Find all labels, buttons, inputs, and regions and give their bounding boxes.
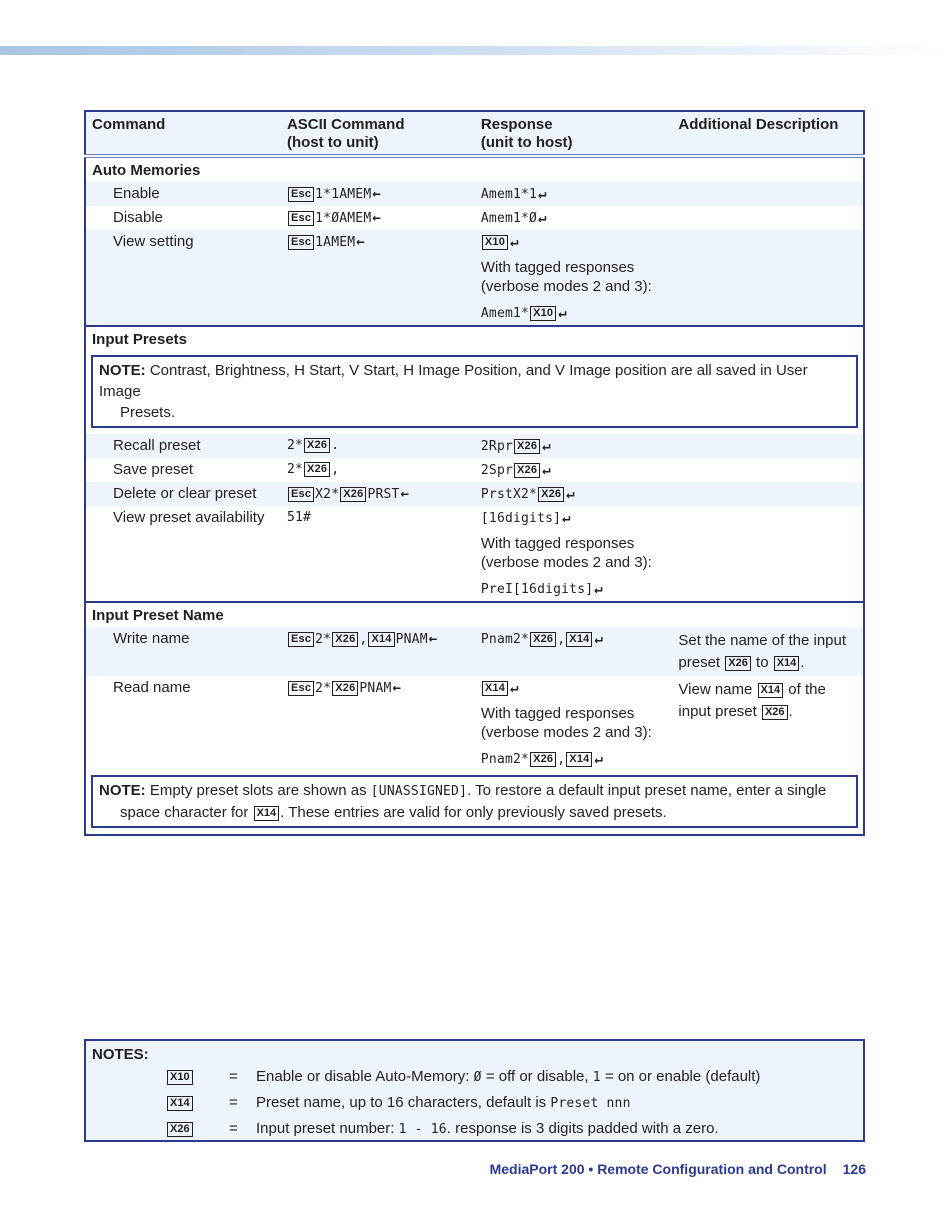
table-row: Save preset 2* X26 , 2Spr X26 ↵ <box>113 461 551 478</box>
footer-title: MediaPort 200 • Remote Configuration and Control <box>489 1161 827 1177</box>
left-arrow-icon: ← <box>372 186 381 202</box>
left-arrow-icon: ← <box>356 234 365 250</box>
section-input-presets: Input Presets <box>85 326 864 351</box>
header-response: Response (unit to host) <box>475 111 673 156</box>
return-icon: ↵ <box>542 438 551 454</box>
return-icon: ↵ <box>562 510 571 526</box>
table-row: Disable Esc 1*ØAMEM← Amem1*Ø↵ <box>113 209 547 226</box>
table-row: View preset availability 51# [16digits]↵ With tagged responses (verbose modes 2 and 3): PreI[16digits]↵ <box>113 509 652 597</box>
page-number: 126 <box>842 1161 866 1177</box>
top-gradient-bar <box>0 46 950 55</box>
list-item: X14 = Preset name, up to 16 characters, default is Preset nnn <box>86 1094 863 1114</box>
return-icon: ↵ <box>542 462 551 478</box>
list-item: X26 = Input preset number: 1 - 16. response is 3 digits padded with a zero. <box>86 1120 863 1140</box>
left-arrow-icon: ← <box>400 486 410 502</box>
return-icon: ↵ <box>594 631 604 647</box>
command-table <box>84 110 865 836</box>
table-row: Delete or clear preset Esc X2* X26 PRST← PrstX2* X26 ↵ <box>85 482 864 506</box>
table-row: Enable Esc 1*1AMEM← Amem1*1↵ <box>85 182 864 206</box>
return-icon: ↵ <box>594 581 603 597</box>
section-input-preset-name: Input Preset Name <box>85 602 864 627</box>
left-arrow-icon: ← <box>428 631 438 647</box>
return-icon: ↵ <box>538 186 547 202</box>
note-box-presets: NOTE: Contrast, Brightness, H Start, V Start, H Image Position, and V Image position are all saved in User Image Presets. <box>91 355 858 428</box>
return-icon: ↵ <box>538 210 547 226</box>
table-row: Read name Esc 2* X26 PNAM← X14 ↵ With tagged responses (verbose modes 2 and 3): Pnam2* X26 , X14 ↵ View name X14 of the input preset X26 . <box>113 679 826 767</box>
return-icon: ↵ <box>566 486 575 502</box>
return-icon: ↵ <box>594 751 604 767</box>
left-arrow-icon: ← <box>392 680 402 696</box>
table-header <box>85 111 864 156</box>
left-arrow-icon: ← <box>372 210 381 226</box>
header-ascii: ASCII Command (host to unit) <box>281 111 475 156</box>
return-icon: ↵ <box>558 305 567 321</box>
table-row: View setting Esc 1AMEM← X10 ↵ With tagged responses (verbose modes 2 and 3): Amem1* X10 ↵ <box>85 230 864 326</box>
list-item: X10 = Enable or disable Auto-Memory: Ø = off or disable, 1 = on or enable (default) <box>86 1068 863 1088</box>
table-row: Write name Esc 2* X26 , X14 PNAM← Pnam2* X26 , X14 ↵ Set the name of the input preset X26 to X14 . <box>85 627 864 676</box>
note-box-names: NOTE: Empty preset slots are shown as [UNASSIGNED]. To restore a default input preset name, enter a single space character for X14 . These entries are valid for only previously saved presets. <box>91 775 858 828</box>
header-command: Command <box>85 111 281 156</box>
table-row: Recall preset 2* X26 . 2Rpr X26 ↵ <box>85 434 864 458</box>
notes-title: NOTES: <box>92 1046 149 1063</box>
return-icon: ↵ <box>510 680 519 696</box>
notes-box <box>84 1039 865 1142</box>
header-description: Additional Description <box>672 111 864 156</box>
return-icon: ↵ <box>510 234 519 250</box>
page-footer <box>490 1161 866 1177</box>
section-auto-memories: Auto Memories <box>92 162 201 179</box>
